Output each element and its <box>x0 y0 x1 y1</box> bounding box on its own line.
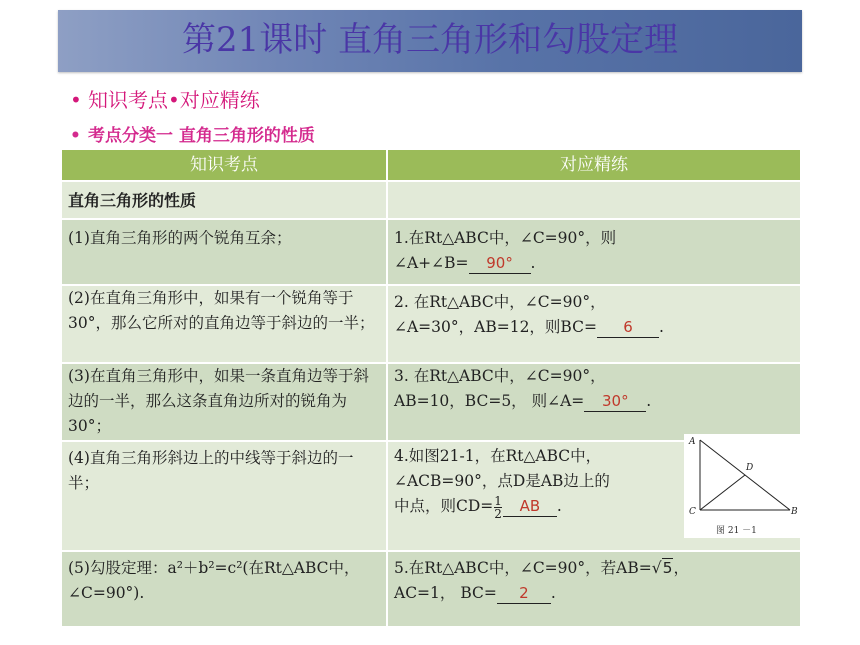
exercise-line <box>394 556 794 581</box>
exercise-line <box>394 315 794 340</box>
label-c: C <box>689 507 696 517</box>
answer-blank: 2 <box>497 583 551 604</box>
header-knowledge: 知识考点 <box>61 149 387 181</box>
table-cell <box>387 181 801 219</box>
table-header-row <box>61 149 801 181</box>
point-cell: (5)勾股定理：a²＋b²=c²(在Rt△ABC中，∠C=90°). <box>61 551 387 627</box>
bullet-knowledge <box>70 84 260 113</box>
point-cell: (1)直角三角形的两个锐角互余； <box>61 219 387 285</box>
fraction <box>494 495 502 520</box>
exercise-cell <box>387 219 801 285</box>
point-cell: (4)直角三角形斜边上的中线等于斜边的一半； <box>61 441 387 551</box>
exercise-line: 1.在Rt△ABC中，∠C=90°，则 <box>394 229 617 247</box>
bullet-category <box>70 121 315 146</box>
answer-blank: 6 <box>597 317 659 338</box>
exercise-text: ∠A=30°，AB=12，则BC= <box>394 318 597 336</box>
fraction-numerator: 1 <box>494 493 502 508</box>
title-bar <box>58 10 802 72</box>
figure-21-1 <box>684 434 800 538</box>
exercise-text: AC=1， BC= <box>394 584 497 602</box>
label-b: B <box>791 507 798 517</box>
section-label: 直角三角形的性质 <box>61 181 387 219</box>
exercise-line: 2. 在Rt△ABC中，∠C=90°， <box>394 293 606 311</box>
table-row <box>61 181 801 219</box>
figure-caption: 图 21 －1 <box>716 526 757 536</box>
table-row <box>61 219 801 285</box>
exercise-text: ， <box>673 559 689 577</box>
exercise-text: ∠A+∠B= <box>394 254 469 272</box>
exercise-text: AB=10，BC=5， 则∠A= <box>394 392 585 410</box>
header-exercise: 对应精练 <box>387 149 801 181</box>
answer-blank: 90° <box>469 253 531 274</box>
bullet-dot-icon: • <box>70 126 81 146</box>
sqrt-radicand: 5 <box>662 559 673 577</box>
exercise-line <box>394 251 794 276</box>
slide-title: 第21课时 直角三角形和勾股定理 <box>181 20 679 60</box>
answer-blank: AB <box>503 496 557 517</box>
exercise-text: . <box>530 254 536 272</box>
exercise-cell <box>387 363 801 441</box>
exercise-line: 3. 在Rt△ABC中，∠C=90°， <box>394 367 606 385</box>
bullet-dot-icon: • <box>70 88 82 112</box>
exercise-cell <box>387 551 801 627</box>
exercise-text: 5.在Rt△ABC中，∠C=90°，若AB= <box>394 559 652 577</box>
sqrt-icon: √ <box>651 559 662 577</box>
knowledge-table <box>60 148 802 628</box>
exercise-line <box>394 494 684 520</box>
triangle-diagram <box>684 434 800 538</box>
exercise-text: . <box>658 318 664 336</box>
fraction-denominator: 2 <box>494 506 502 521</box>
label-d: D <box>746 463 754 473</box>
exercise-text: . <box>556 497 562 515</box>
bullet-text: 知识考点•对应精练 <box>88 88 260 112</box>
point-cell: (3)在直角三角形中，如果一条直角边等于斜边的一半，那么这条直角边所对的锐角为30°； <box>61 363 387 441</box>
exercise-text: . <box>646 392 652 410</box>
point-cell: (2)在直角三角形中，如果有一个锐角等于30°，那么它所对的直角边等于斜边的一半； <box>61 285 387 363</box>
median-cd <box>700 475 745 510</box>
exercise-text: . <box>550 584 556 602</box>
answer-blank: 30° <box>584 391 646 412</box>
table-row <box>61 285 801 363</box>
sqrt-expression <box>652 558 674 577</box>
table-row <box>61 551 801 627</box>
exercise-cell <box>387 285 801 363</box>
exercise-line: 4.如图21-1，在Rt△ABC中， <box>394 447 602 465</box>
table-row <box>61 363 801 441</box>
bullet-text: 考点分类一 直角三角形的性质 <box>88 126 315 146</box>
exercise-line <box>394 389 794 414</box>
exercise-text: 中点，则CD= <box>394 497 494 515</box>
exercise-line <box>394 581 794 606</box>
label-a: A <box>689 437 696 447</box>
exercise-line: ∠ACB=90°，点D是AB边上的 <box>394 472 610 490</box>
